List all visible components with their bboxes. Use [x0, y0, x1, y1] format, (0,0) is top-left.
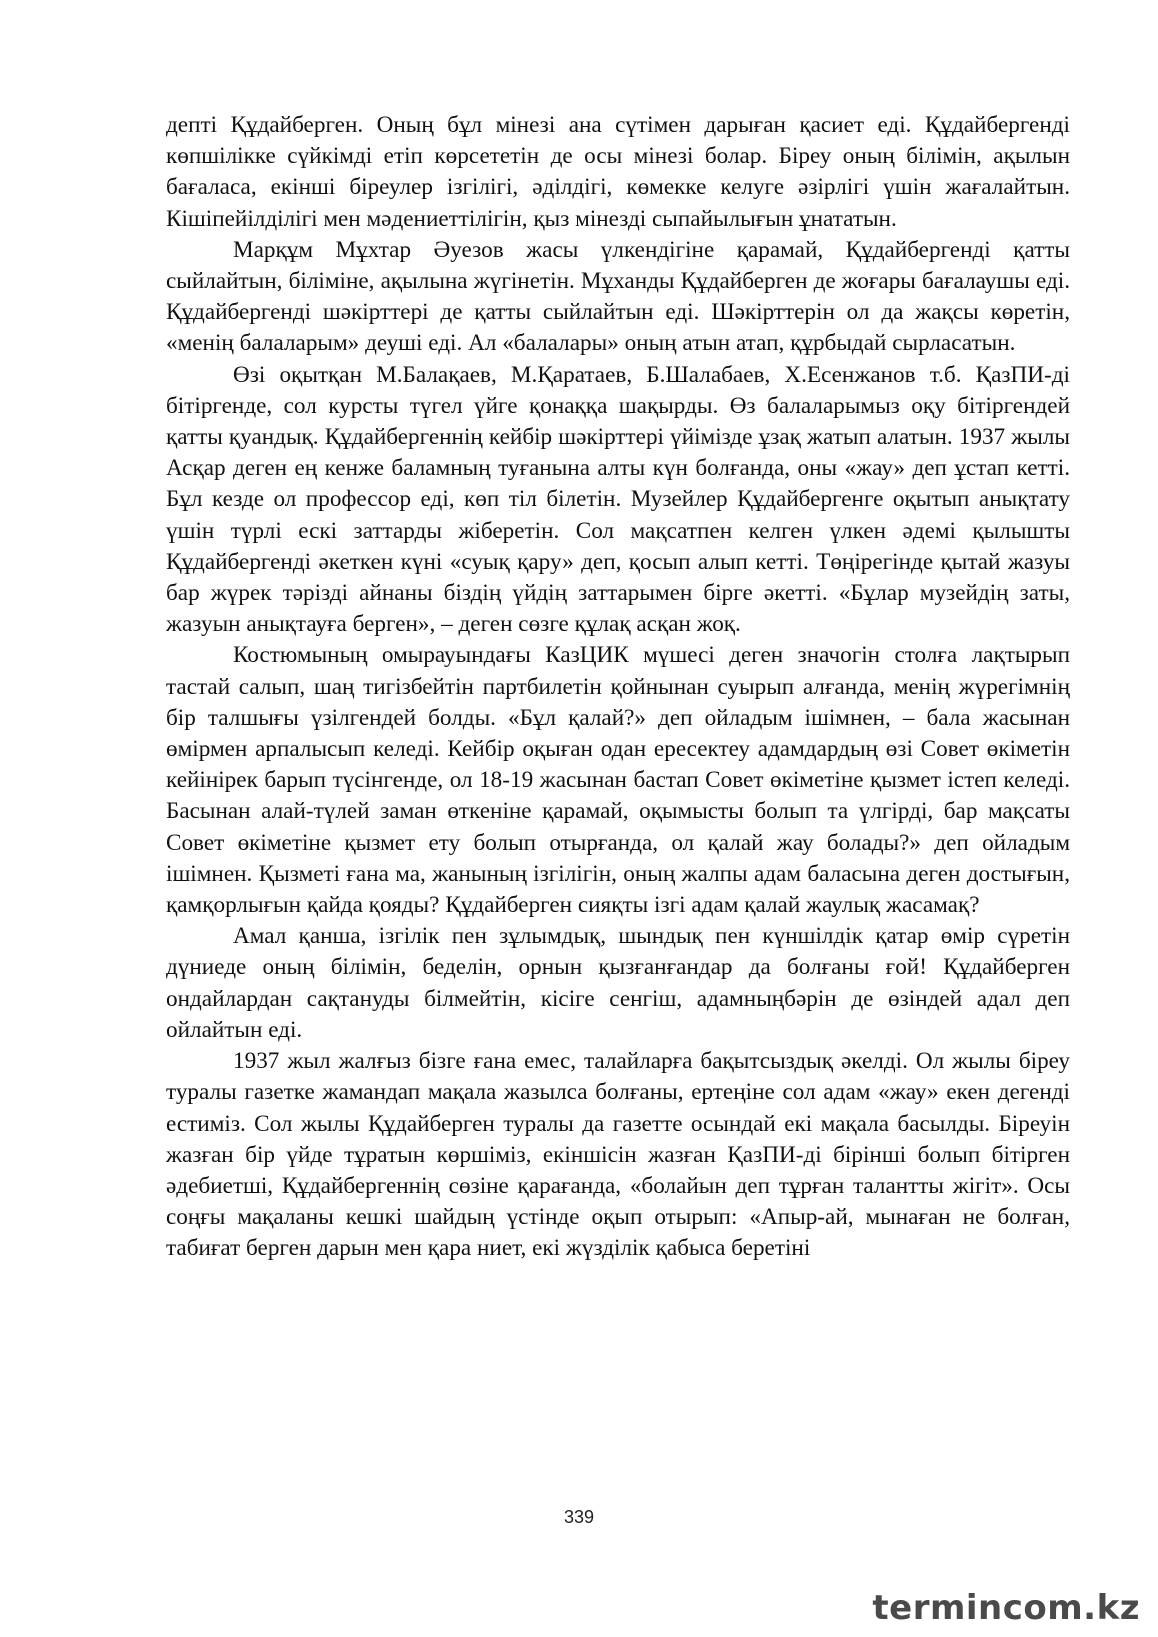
- paragraph: Амал қанша, ізгілік пен зұлымдық, шындық пен күншілдік қатар өмір сүретін дүниеде оның білімін, беделін, орнын қызғанғандар да болғаны ғой! Құдайберген ондайлардан сақтануды білмейтін, кісіге сенгіш, адамныңбәрін де өзіндей адал деп ойлайтын еді.: [166, 923, 1070, 1043]
- page-body: [166, 110, 1070, 1265]
- paragraph: Костюмының омырауындағы КазЦИК мүшесі деген значогін столға лақтырып тастай салып, шаң тигізбейтін партбилетін қойнынан суырып алғанда, менің жүрегімнің бір талшығы үзілгендей болды. «Бұл қалай?» деп ойладым ішімнен, – бала жасынан өмірмен арпалысып келеді. Кейбір оқыған одан ересектеу адамдардың өзі Совет өкіметін кейінірек барып түсінгенде, ол 18-19 жасынан бастап Совет өкіметіне қызмет істеп келеді. Басынан алай-түлей заман өткеніне қарамай, оқымысты болып та үлгірді, бар мақсаты Совет өкіметіне қызмет ету болып отырғанда, ол қалай жау болады?» деп ойладым ішімнен. Қызметі ғана ма, жанының ізгілігін, оның жалпы адам баласына деген достығын, қамқорлығын қайда қояды? Құдайберген сияқты ізгі адам қалай жаулық жасамақ?: [166, 642, 1070, 919]
- page-number: 339: [563, 1507, 595, 1527]
- site-watermark-logo: [872, 1584, 1140, 1628]
- paragraph: депті Құдайберген. Оның бұл мінезі ана сүтімен дарыған қасиет еді. Құдайбергенді көпшілікке сүйкімді етіп көрсететін де осы мінезі болар. Біреу оның білімін, ақылын бағаласа, екінші біреулер ізгілігі, әділдігі, көмекке келуге әзірлігі үшін жағалайтын. Кішіпейілділігі мен мәдениеттілігін, қыз мінезді сыпайылығын ұнататын.: [166, 112, 1070, 232]
- watermark-text: termincom.kz: [872, 1588, 1140, 1628]
- paragraph: Өзі оқытқан М.Балақаев, М.Қаратаев, Б.Шалабаев, Х.Есенжанов т.б. ҚазПИ-ді бітіргенде, сол курсты түгел үйге қонаққа шақырды. Өз балаларымыз оқу бітіргендей қатты қуандық. Құдайбергеннің кейбір шәкірттері үйімізде ұзақ жатып алатын. 1937 жылы Асқар деген ең кенже баламның туғанына алты күн болғанда, оны «жау» деп ұстап кетті. Бұл кезде ол профессор еді, көп тіл білетін. Музейлер Құдайбергенге оқытып анықтату үшін түрлі ескі заттарды жіберетін. Сол мақсатпен келген үлкен әдемі қылышты Құдайбергенді әкеткен күні «суық қару» деп, қосып алып кетті. Төңірегінде қытай жазуы бар жүрек тәрізді айнаны біздің үйдің заттарымен бірге әкетті. «Бұлар музейдің заты, жазуын анықтауға берген», – деген сөзге құлақ асқан жоқ.: [166, 361, 1070, 638]
- paragraph: 1937 жыл жалғыз бізге ғана емес, талайларға бақытсыздық әкелді. Ол жылы біреу туралы газетке жамандап мақала жазылса болғаны, ертеңіне сол адам «жау» екен дегенді естиміз. Сол жылы Құдайберген туралы да газетте осындай екі мақала басылды. Біреуін жазған бір үйде тұратын көршіміз, екіншісін жазған ҚазПИ-ді бірінші болып бітірген әдебиетші, Құдайбергеннің сөзіне қарағанда, «болайын деп тұрған талантты жігіт». Осы соңғы мақаланы кешкі шайдың үстінде оқып отырып: «Апыр-ай, мынаған не болған, табиғат берген дарын мен қара ниет, екі жүзділік қабыса беретіні: [166, 1048, 1070, 1262]
- paragraph: Марқұм Мұхтар Әуезов жасы үлкендігіне қарамай, Құдайбергенді қатты сыйлайтын, біліміне, ақылына жүгінетін. Мұханды Құдайберген де жоғары бағалаушы еді. Құдайбергенді шәкірттері де қатты сыйлайтын еді. Шәкірттерін ол да жақсы көретін, «менің балаларым» деуші еді. Ал «балалары» оның атын атап, құрбыдай сырласатын.: [166, 236, 1070, 357]
